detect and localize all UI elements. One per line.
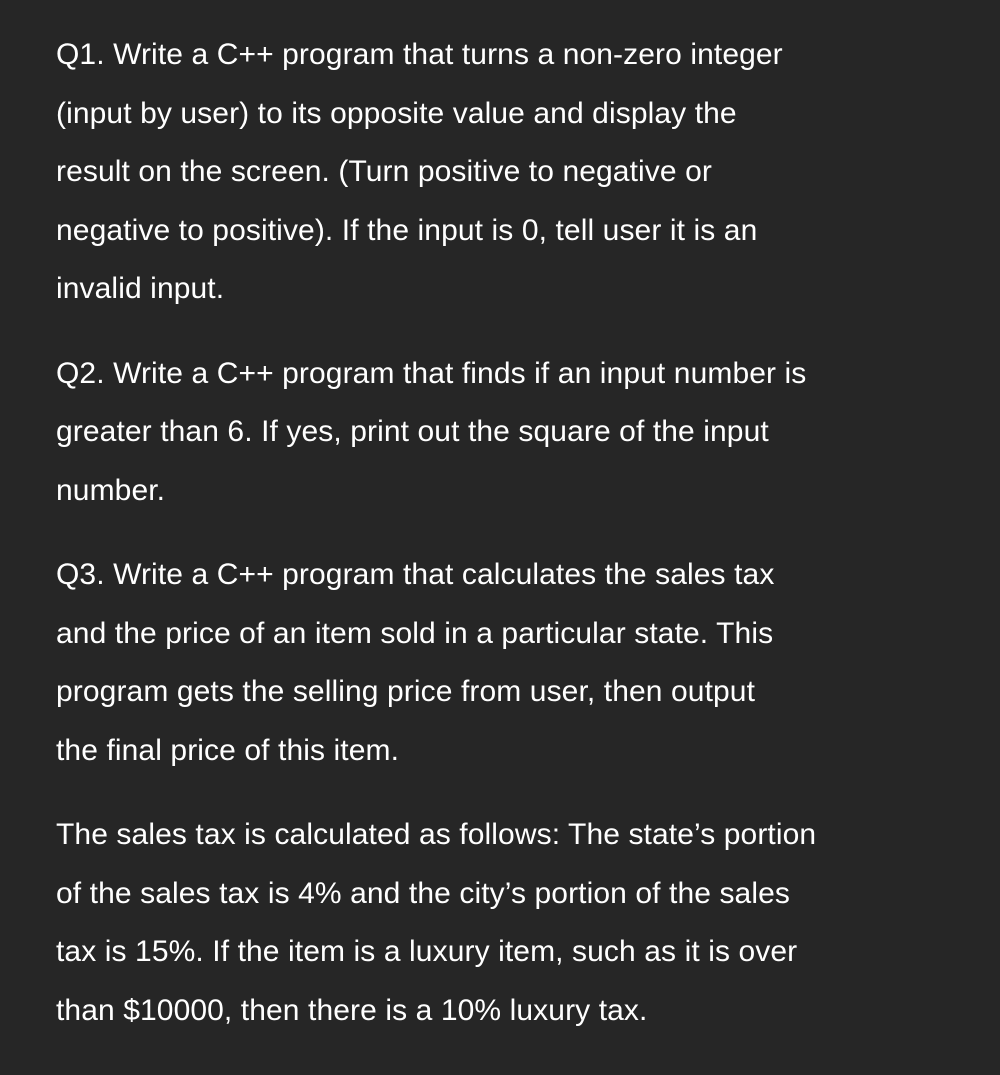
question-3-line: Q3. Write a C++ program that calculates the sales tax (56, 558, 775, 591)
question-1-line: negative to positive). If the input is 0, tell user it is an (56, 213, 758, 247)
question-2-line: number. (56, 473, 166, 507)
question-3-paragraph (56, 546, 970, 780)
question-1-line: (input by user) to its opposite value and display the (56, 96, 737, 130)
sales-tax-paragraph (56, 806, 970, 1040)
question-3-line: the final price of this item. (56, 733, 400, 767)
question-1-line: result on the screen. (Turn positive to negative or (56, 155, 712, 188)
question-1-line: invalid input. (56, 272, 225, 305)
sales-tax-line: of the sales tax is 4% and the city’s portion of the sales (56, 876, 790, 910)
sales-tax-line: than $10000, then there is a 10% luxury tax. (56, 993, 648, 1027)
question-3-line: program gets the selling price from user, then output (56, 675, 756, 708)
question-3-line: and the price of an item sold in a particular state. This (56, 616, 774, 650)
question-2-line: Q2. Write a C++ program that finds if an input number is (56, 356, 807, 390)
question-2-line: greater than 6. If yes, print out the square of the input (56, 415, 769, 448)
question-1-paragraph (56, 26, 970, 319)
question-2-paragraph (56, 345, 970, 521)
question-1-line: Q1. Write a C++ program that turns a non-zero integer (56, 38, 783, 71)
sales-tax-line: tax is 15%. If the item is a luxury item, such as it is over (56, 935, 798, 968)
sales-tax-line: The sales tax is calculated as follows: The state’s portion (56, 818, 817, 851)
